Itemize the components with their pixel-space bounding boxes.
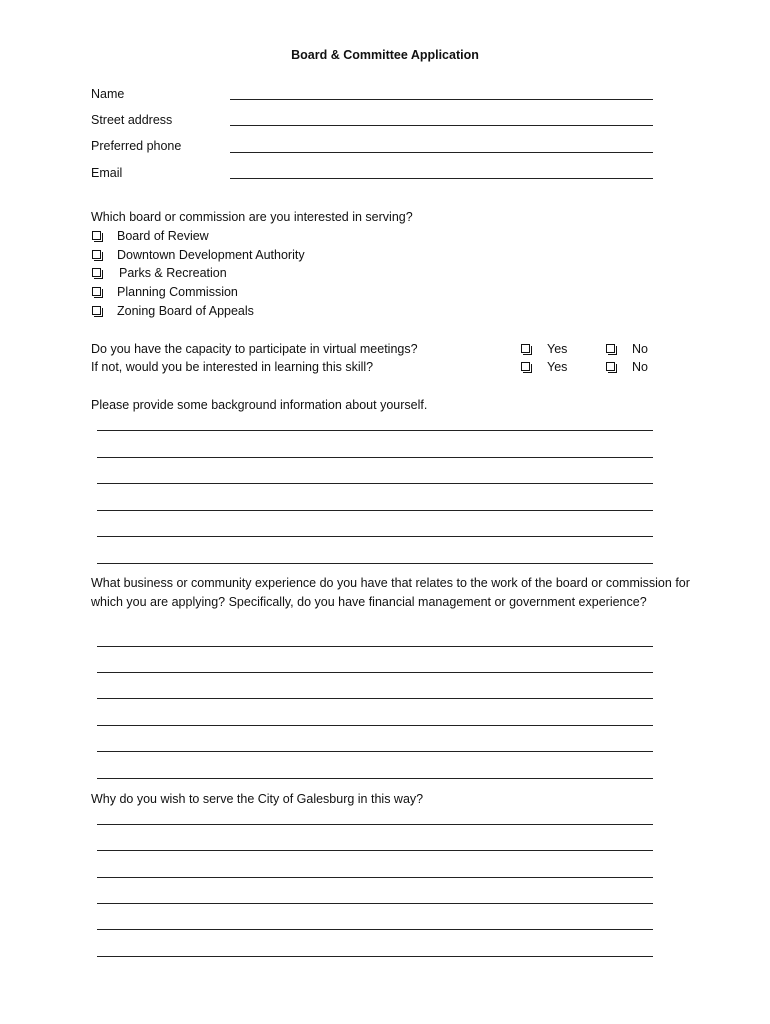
why-answer-line[interactable] <box>97 877 653 878</box>
board-of-review-label: Board of Review <box>117 229 209 243</box>
learn-no-label: No <box>632 360 648 374</box>
boards-question: Which board or commission are you interested in serving? <box>91 210 413 224</box>
learn-yes-label: Yes <box>547 360 568 374</box>
why-answer-line[interactable] <box>97 903 653 904</box>
downtown-development-checkbox[interactable] <box>92 250 101 259</box>
email-label: Email <box>91 166 123 180</box>
page-title: Board & Committee Application <box>291 48 479 62</box>
experience-answer-line[interactable] <box>97 646 653 647</box>
planning-commission-checkbox[interactable] <box>92 287 101 296</box>
background-question: Please provide some background information about yourself. <box>91 398 428 412</box>
name-field[interactable] <box>230 99 653 100</box>
downtown-development-label: Downtown Development Authority <box>117 248 305 262</box>
preferred-phone-field[interactable] <box>230 152 653 153</box>
experience-answer-line[interactable] <box>97 778 653 779</box>
why-question: Why do you wish to serve the City of Galesburg in this way? <box>91 792 424 806</box>
street-address-label: Street address <box>91 113 173 127</box>
why-answer-line[interactable] <box>97 956 653 957</box>
experience-answer-line[interactable] <box>97 725 653 726</box>
experience-answer-line[interactable] <box>97 751 653 752</box>
background-answer-line[interactable] <box>97 536 653 537</box>
virtual-no-label: No <box>632 342 648 356</box>
background-answer-line[interactable] <box>97 483 653 484</box>
planning-commission-label: Planning Commission <box>117 285 238 299</box>
virtual-no-checkbox[interactable] <box>606 344 615 353</box>
virtual-yes-label: Yes <box>547 342 568 356</box>
learn-no-checkbox[interactable] <box>606 362 615 371</box>
zoning-board-checkbox[interactable] <box>92 306 101 315</box>
why-answer-line[interactable] <box>97 929 653 930</box>
virtual-yes-checkbox[interactable] <box>521 344 530 353</box>
parks-recreation-checkbox[interactable] <box>92 268 101 277</box>
experience-answer-line[interactable] <box>97 698 653 699</box>
why-answer-line[interactable] <box>97 824 653 825</box>
virtual-meetings-question: Do you have the capacity to participate in virtual meetings? <box>91 342 418 356</box>
email-field[interactable] <box>230 178 653 179</box>
experience-question: What business or community experience do you have that relates to the work of the board or commission for which you are applying? Specifically, do you have financial management or government experience? <box>91 576 690 609</box>
experience-answer-line[interactable] <box>97 672 653 673</box>
parks-recreation-label: Parks & Recreation <box>119 266 227 280</box>
learn-yes-checkbox[interactable] <box>521 362 530 371</box>
zoning-board-label: Zoning Board of Appeals <box>117 304 254 318</box>
background-answer-line[interactable] <box>97 510 653 511</box>
background-answer-line[interactable] <box>97 563 653 564</box>
name-label: Name <box>91 87 125 101</box>
learn-skill-question: If not, would you be interested in learning this skill? <box>91 360 374 374</box>
why-answer-line[interactable] <box>97 850 653 851</box>
background-answer-line[interactable] <box>97 457 653 458</box>
street-address-field[interactable] <box>230 125 653 126</box>
preferred-phone-label: Preferred phone <box>91 139 182 153</box>
board-of-review-checkbox[interactable] <box>92 231 101 240</box>
background-answer-line[interactable] <box>97 430 653 431</box>
